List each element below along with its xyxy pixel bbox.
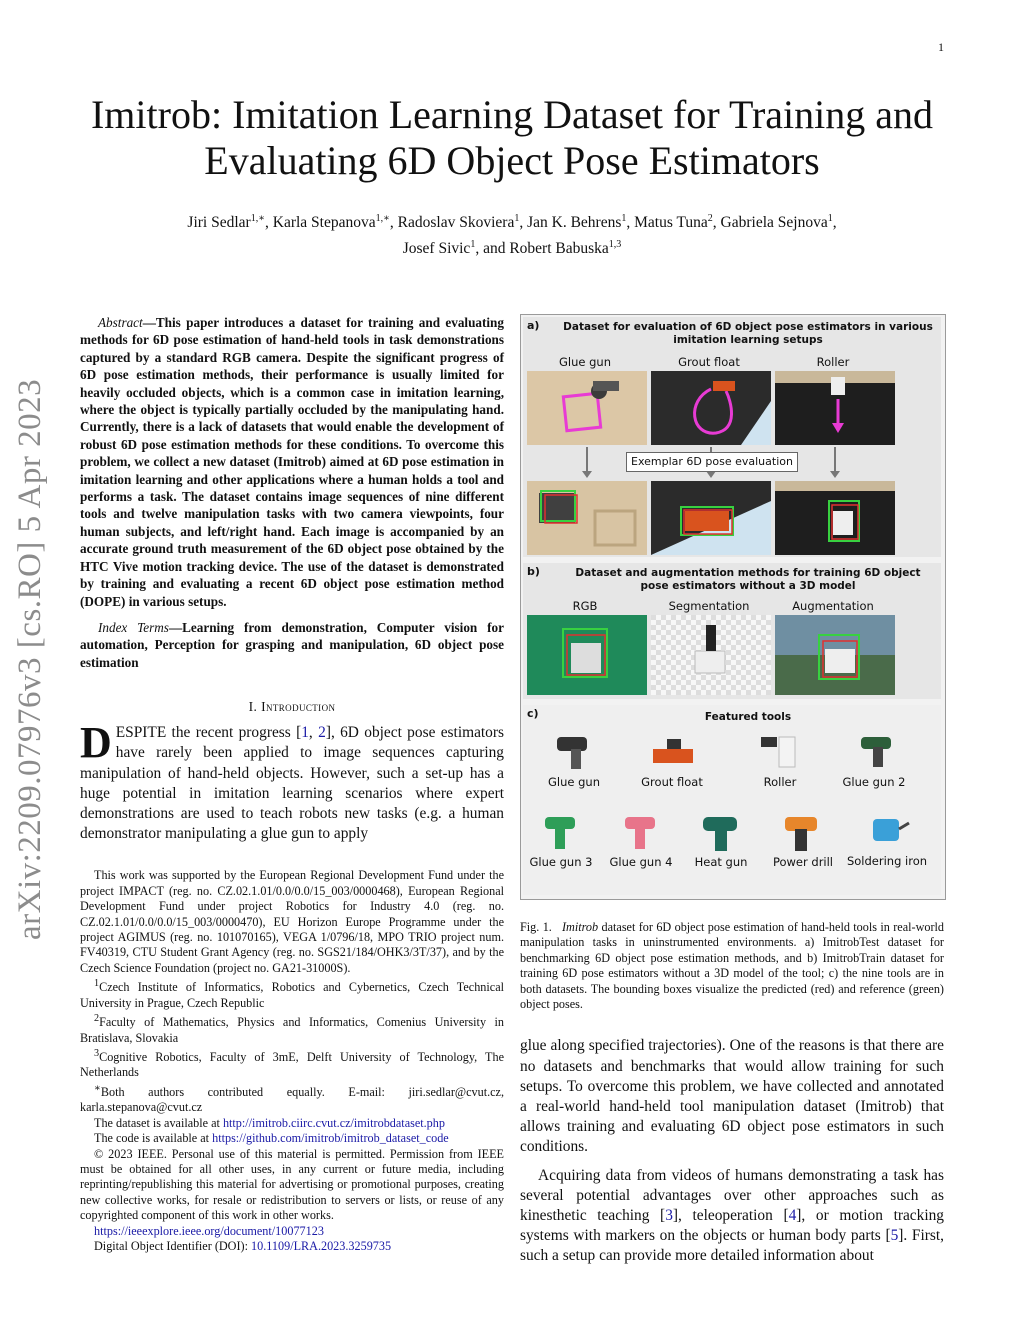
tool-glue-gun-4-icon	[617, 809, 665, 853]
author: Matus Tuna	[634, 214, 708, 232]
paper-title: Imitrob: Imitation Learning Dataset for Training and Evaluating 6D Object Pose Estimators	[90, 92, 934, 183]
photo-roller-bbox	[775, 481, 895, 555]
author: Karla Stepanova	[272, 214, 376, 232]
dataset-link[interactable]: http://imitrob.ciirc.cvut.cz/imitrobdataset.php	[222, 1115, 445, 1130]
tool-roller-icon	[757, 731, 805, 771]
photo-grout-float-bbox	[651, 481, 771, 555]
author: Josef Sivic	[402, 240, 471, 258]
tool-soldering-iron-icon	[863, 809, 911, 853]
exemplar-label: Exemplar 6D pose evaluation	[626, 452, 798, 472]
footnotes: This work was supported by the European Regional Development Fund under the project IMPACT (reg. no. CZ.02.1.01/0.0/0.0/15_003/0000468), European Regional Development Fund under project Robotics for Industry 4.0 (reg. no. CZ.02.1.01/0.0/0.0/15_003/0000470), EU Horizon Europe Programme under the project AGIMUS (reg. no. 101070165), VEGA 1/0796/18, MPO TRIO project num. FV40319, CTU Student Grant Agency (reg. no. SGS21/184/OHK3/3T/37), and by the Czech Science Foundation (project no. GA21-31000S). $^1$Czech Institute of Informatics, Robotics and Cybernetics, Czech Technical University in Prague, Czech Republic $^2$Faculty of Mathematics, Physics and Informatics, Comenius University in Bratislava, Slovakia $^3$Cognitive Robotics, Faculty of 3mE, Delft University of Technology, The Netherlands ∗Both authors contributed equally. E-mail: jiri.sedlar@cvut.cz, karla.stepanova@cvut.cz The dataset is available at http://imitrob.ciirc.cvut.cz/imitrobdataset.php The code is available at https://github.com/imitrob/imitrob_dataset_code © 2023 IEEE. Personal use of this material is permitted. Permission from IEEE must be obtained for all other uses, in any current or future media, including reprinting/republishing this material for advertising or promotional purposes, creating new collective works, for resale or redistribution to servers or lists, or reuse of any copyrighted component of this work in other works. https://ieeexplore.ieee.org/document/10077123 Digital Object Identifier (DOI): 10.1109/LRA.2023.3259735	[80, 868, 504, 1253]
arxiv-watermark: arXiv:2209.07976v3 [cs.RO] 5 Apr 2023	[12, 378, 48, 940]
author: Radoslav Skoviera	[397, 214, 515, 232]
abstract: Abstract—This paper introduces a dataset for training and evaluating methods for 6D pose estimation of hand-held tools in task demonstrations captured by a standard RGB camera. Despite the significant progress of 6D pose estimation methods, their performance is usually limited for heavily occluded objects, which is a common case in imitation learning, where the object is typically partially occluded by the manipulating hand. Currently, there is a lack of datasets that would enable the development of robust 6D pose estimation methods for these conditions. To overcome this problem, we collect a new dataset (Imitrob) aimed at 6D pose estimation in imitation learning and other applications where a human holds a tool and performs a task. The dataset contains image sequences of nine different tools and twelve manipulation tasks with two camera viewpoints, four human subjects, and left/right hand. Each image is accompanied by an accurate ground truth measurement of the 6D object pose obtained by the HTC Vive motion tracking device. The use of the dataset is demonstrated by training and evaluating a recent 6D object pose estimation method (DOPE) in various setups.	[80, 315, 504, 609]
photo-augmentation	[775, 615, 895, 695]
photo-grout-float-trajectory	[651, 371, 771, 445]
author: Jan K. Behrens	[527, 214, 622, 232]
tool-grout-float-icon	[649, 731, 697, 771]
right-column	[520, 314, 944, 1267]
photo-roller-trajectory	[775, 371, 895, 445]
author-list: Jiri Sedlar$^{1,∗}$, Karla Stepanova$^{1,∗}$, Radoslav Skoviera$^1$, Jan K. Behrens$^1$, Matus Tuna$^2$, Gabriela Sejnova$^1$, Josef Sivic$^1$, and Robert Babuska$^{1,3}$	[187, 213, 837, 258]
right-paragraph-2: Acquiring data from videos of humans demonstrating a task has several potential advantages over other approaches such as kinesthetic teaching [3], teleoperation [4], or motion tracking systems with markers on the objects or human body parts [5]. First, such a setup can provide more detailed information about	[520, 1166, 944, 1265]
code-link[interactable]: https://github.com/imitrob/imitrob_dataset_code	[212, 1131, 449, 1146]
tool-heat-gun-icon	[697, 809, 745, 853]
tool-glue-gun-icon	[551, 731, 599, 771]
photo-glue-gun-trajectory	[527, 371, 647, 445]
ieee-link[interactable]: https://ieeexplore.ieee.org/document/10077123	[94, 1223, 324, 1238]
author: Jiri Sedlar	[187, 214, 251, 232]
author: Gabriela Sejnova	[720, 214, 828, 232]
section-heading: I. Introduction	[248, 699, 336, 715]
intro-paragraph: DESPITE the recent progress [1, 2], 6D object pose estimators have rarely been applied to image sequences capturing manipulation of hand-held objects. However, such a set-up has a huge potential in imitation learning scenarios where expert demonstrations are used to teach robots new tasks (e.g. a human demonstrator manipulating a glue gun to apply	[80, 718, 504, 843]
citation-link[interactable]: 3	[665, 1207, 673, 1225]
citation-link[interactable]: 5	[890, 1227, 899, 1245]
photo-segmentation	[651, 615, 771, 695]
drop-cap: D	[80, 718, 112, 768]
panel-c-title: Featured tools	[704, 711, 792, 723]
tool-power-drill-icon	[779, 809, 827, 853]
page-number: 1	[938, 40, 944, 54]
panel-b: b) Dataset and augmentation methods for training 6D object pose estimators without a 3D model RGB Segmentation Augmentation	[523, 563, 941, 699]
panel-b-title: Dataset and augmentation methods for training 6D object pose estimators without a 3D model	[575, 567, 921, 592]
panel-a-title: Dataset for evaluation of 6D object pose estimators in various imitation learning setups	[563, 321, 933, 346]
doi-link[interactable]: 10.1109/LRA.2023.3259735	[251, 1238, 392, 1253]
figure-1	[520, 314, 946, 900]
figure-caption: Fig. 1. Imitrob dataset for 6D object pose estimation of hand-held tools in real-world manipulation tasks in uninstrumented environments. a) ImitrobTest dataset for benchmarking 6D object pose estimation methods, and b) ImitrobTrain dataset for training 6D pose estimators without a 3D model of the tool; c) the nine tools are in both datasets. The bounding boxes visualize the predicted (red) and reference (green) object poses.	[520, 920, 945, 1012]
citation-link[interactable]: 2	[318, 724, 326, 742]
photo-glue-gun-bbox	[527, 481, 647, 555]
tool-glue-gun-3-icon	[537, 809, 585, 853]
author: Robert Babuska	[509, 240, 609, 258]
tool-glue-gun-2-icon	[851, 731, 899, 771]
left-column	[80, 314, 504, 1254]
citation-link[interactable]: 4	[788, 1207, 797, 1225]
right-paragraph-1: glue along specified trajectories). One of the reasons is that there are no datasets and benchmarks that would allow training for such setups. To overcome this problem, we have collected and annotated a real-world hand-held tool manipulation dataset (Imitrob) that allows training and evaluating 6D object pose estimators in such conditions.	[520, 1037, 944, 1156]
index-terms: Index Terms—Learning from demonstration, Computer vision for automation, Perception for grasping and manipulation, 6D object pose estimation	[80, 619, 504, 670]
panel-c: c) Featured tools Glue gun Grout float Roller Glue gun 2 Glue gun 3 Glue gun 4 Heat gun Power drill Soldering iron	[523, 705, 941, 895]
photo-rgb	[527, 615, 647, 695]
citation-link[interactable]: 1	[301, 724, 309, 742]
panel-a: a) Dataset for evaluation of 6D object pose estimators in various imitation learning setups Glue gun Grout float Roller Exemplar 6D pose evaluation	[523, 317, 941, 557]
